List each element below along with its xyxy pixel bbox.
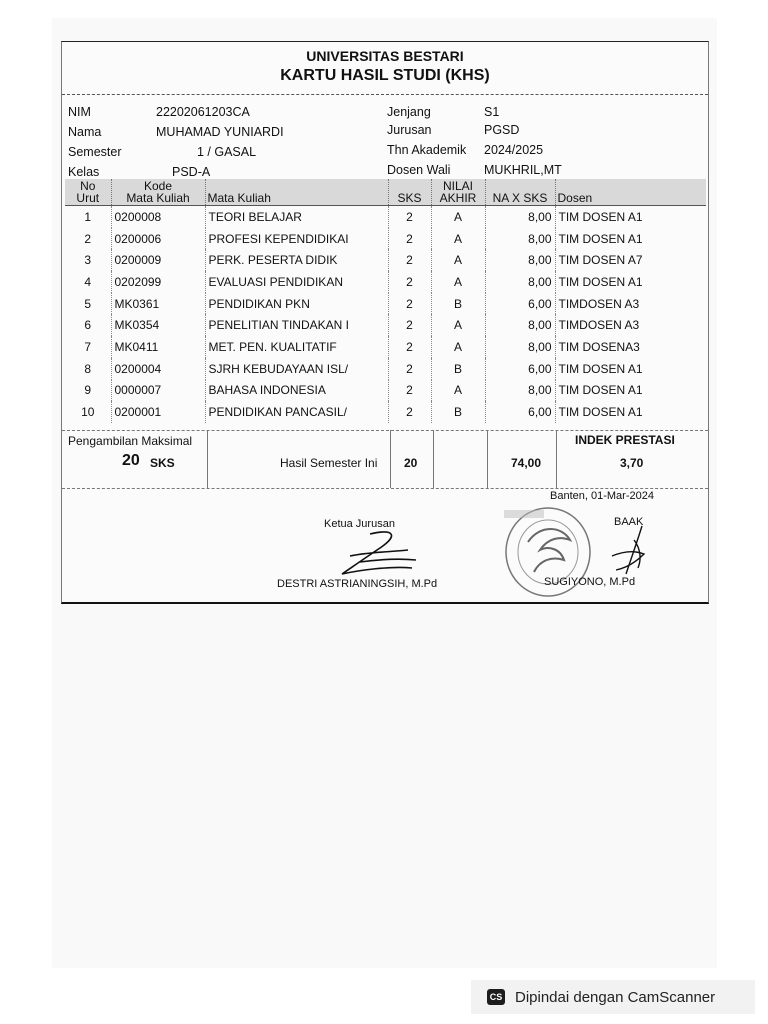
kelas-value: PSD-A xyxy=(172,165,211,179)
row-kode: 0200009 xyxy=(111,249,205,271)
ip-label: INDEK PRESTASI xyxy=(575,433,675,447)
summary-top-rule xyxy=(62,430,708,431)
row-dosen: TIM DOSEN A1 xyxy=(555,380,706,402)
row-nilai: B xyxy=(431,401,485,423)
ketua-jurusan-name: DESTRI ASTRIANINGSIH, M.Pd xyxy=(277,578,438,590)
row-naxsks: 8,00 xyxy=(485,271,555,293)
row-dosen: TIMDOSEN A3 xyxy=(555,314,706,336)
nama-value: MUHAMAD YUNIARDI xyxy=(156,125,284,139)
row-matkul: PENDIDIKAN PANCASIL/ xyxy=(205,401,388,423)
nim-value: 22202061203CA xyxy=(156,105,250,119)
table-row xyxy=(65,293,706,315)
row-no: 3 xyxy=(84,253,92,268)
baak-signature-icon xyxy=(582,522,662,582)
ketua-jurusan-title: Ketua Jurusan xyxy=(324,518,395,530)
row-dosen: TIM DOSEN A1 xyxy=(555,358,706,380)
row-naxsks: 8,00 xyxy=(485,228,555,250)
table-row xyxy=(65,358,706,380)
row-sks: 2 xyxy=(388,401,431,423)
row-matkul: PERK. PESERTA DIDIK xyxy=(205,249,388,271)
jenjang-value: S1 xyxy=(484,105,500,119)
col-sks-header: SKS xyxy=(388,179,431,206)
row-nilai: A xyxy=(431,249,485,271)
summary-divider xyxy=(487,430,488,488)
row-nilai: A xyxy=(431,206,485,228)
thn-akademik-label: Thn Akademik xyxy=(387,143,467,157)
summary-divider xyxy=(433,430,434,488)
row-matkul: PROFESI KEPENDIDIKAI xyxy=(205,228,388,250)
row-sks: 2 xyxy=(388,271,431,293)
document-title: KARTU HASIL STUDI (KHS) xyxy=(280,67,490,84)
max-sks-unit: SKS xyxy=(150,456,175,470)
row-dosen: TIM DOSEN A1 xyxy=(555,228,706,250)
row-naxsks: 8,00 xyxy=(485,380,555,402)
summary-divider xyxy=(390,430,391,488)
row-sks: 2 xyxy=(388,293,431,315)
row-naxsks: 6,00 xyxy=(485,401,555,423)
row-sks: 2 xyxy=(388,228,431,250)
row-dosen: TIMDOSEN A3 xyxy=(555,293,706,315)
row-kode: MK0411 xyxy=(111,336,205,358)
row-sks: 2 xyxy=(388,206,431,228)
summary-divider xyxy=(207,430,208,488)
camscanner-logo-icon: CS xyxy=(487,989,505,1005)
row-matkul: BAHASA INDONESIA xyxy=(205,380,388,402)
row-kode: MK0354 xyxy=(111,314,205,336)
row-no: 9 xyxy=(84,383,92,398)
table-row xyxy=(65,271,706,293)
row-nilai: A xyxy=(431,271,485,293)
row-nilai: A xyxy=(431,314,485,336)
nim-label: NIM xyxy=(68,105,91,119)
table-row xyxy=(65,228,706,250)
col-kode-header: Kode Mata Kuliah xyxy=(111,179,205,206)
row-sks: 2 xyxy=(388,314,431,336)
row-nilai: A xyxy=(431,228,485,250)
table-row xyxy=(65,249,706,271)
row-sks: 2 xyxy=(388,358,431,380)
row-sks: 2 xyxy=(388,336,431,358)
row-matkul: EVALUASI PENDIDIKAN xyxy=(205,271,388,293)
kelas-label: Kelas xyxy=(68,165,100,179)
header-divider xyxy=(62,94,708,95)
row-matkul: TEORI BELAJAR xyxy=(205,206,388,228)
col-matkul-header: Mata Kuliah xyxy=(205,179,388,206)
ip-value: 3,70 xyxy=(620,456,644,470)
table-row xyxy=(65,336,706,358)
total-naxsks: 74,00 xyxy=(511,456,542,470)
semester-value: 1 / GASAL xyxy=(197,145,257,159)
camscanner-text: Dipindai dengan CamScanner xyxy=(515,988,716,1006)
row-nilai: B xyxy=(431,293,485,315)
row-kode: MK0361 xyxy=(111,293,205,315)
table-row xyxy=(65,314,706,336)
row-kode: 0200001 xyxy=(111,401,205,423)
col-no-header: No Urut xyxy=(65,179,111,206)
summary-bottom-rule xyxy=(62,488,708,489)
row-kode: 0202099 xyxy=(111,271,205,293)
summary-divider xyxy=(556,430,557,488)
row-nilai: B xyxy=(431,358,485,380)
semester-result-label: Hasil Semester Ini xyxy=(280,456,378,470)
baak-title: BAAK xyxy=(614,516,644,528)
baak-name: SUGIYONO, M.Pd xyxy=(544,576,636,588)
row-dosen: TIM DOSEN A1 xyxy=(555,206,706,228)
table-row xyxy=(65,401,706,423)
row-dosen: TIM DOSEN A1 xyxy=(555,401,706,423)
row-no: 4 xyxy=(84,274,92,289)
row-naxsks: 8,00 xyxy=(485,206,555,228)
thn-akademik-value: 2024/2025 xyxy=(484,143,544,157)
col-naxsks-header: NA X SKS xyxy=(485,179,555,206)
row-no: 7 xyxy=(84,339,92,354)
row-naxsks: 6,00 xyxy=(485,293,555,315)
semester-label: Semester xyxy=(68,145,122,159)
row-kode: 0200004 xyxy=(111,358,205,380)
row-no: 1 xyxy=(84,209,92,224)
row-sks: 2 xyxy=(388,249,431,271)
grades-table xyxy=(65,179,706,423)
camscanner-watermark xyxy=(471,980,755,1014)
row-sks: 2 xyxy=(388,380,431,402)
row-no: 2 xyxy=(84,231,92,246)
row-matkul: PENDIDIKAN PKN xyxy=(205,293,388,315)
row-no: 5 xyxy=(84,296,92,311)
row-kode: 0000007 xyxy=(111,380,205,402)
row-naxsks: 6,00 xyxy=(485,358,555,380)
row-matkul: PENELITIAN TINDAKAN I xyxy=(205,314,388,336)
total-sks: 20 xyxy=(404,456,418,470)
jurusan-value: PGSD xyxy=(484,123,520,137)
place-date: Banten, 01-Mar-2024 xyxy=(550,490,654,502)
row-kode: 0200006 xyxy=(111,228,205,250)
row-no: 6 xyxy=(84,318,92,333)
jenjang-label: Jenjang xyxy=(387,105,431,119)
col-dosen-header: Dosen xyxy=(555,179,706,206)
table-header-row xyxy=(65,179,706,206)
row-matkul: MET. PEN. KUALITATIF xyxy=(205,336,388,358)
row-naxsks: 8,00 xyxy=(485,314,555,336)
row-no: 8 xyxy=(84,361,92,376)
row-matkul: SJRH KEBUDAYAAN ISL/ xyxy=(205,358,388,380)
university-name: UNIVERSITAS BESTARI xyxy=(306,48,464,64)
dosen-wali-label: Dosen Wali xyxy=(387,163,451,177)
row-no: 10 xyxy=(81,405,95,420)
ketua-signature-icon xyxy=(320,522,440,582)
row-nilai: A xyxy=(431,380,485,402)
row-naxsks: 8,00 xyxy=(485,336,555,358)
row-dosen: TIM DOSEN A7 xyxy=(555,249,706,271)
row-nilai: A xyxy=(431,336,485,358)
dosen-wali-value: MUKHRIL,MT xyxy=(484,163,562,177)
row-dosen: TIM DOSENA3 xyxy=(555,336,706,358)
row-kode: 0200008 xyxy=(111,206,205,228)
col-nilai-header: NILAI AKHIR xyxy=(431,179,485,206)
table-row xyxy=(65,380,706,402)
max-sks-value: 20 xyxy=(122,452,140,469)
jurusan-label: Jurusan xyxy=(387,123,432,137)
nama-label: Nama xyxy=(68,125,102,139)
table-row xyxy=(65,206,706,228)
max-sks-label: Pengambilan Maksimal xyxy=(68,434,193,448)
row-dosen: TIM DOSEN A1 xyxy=(555,271,706,293)
row-naxsks: 8,00 xyxy=(485,249,555,271)
khs-document xyxy=(61,41,709,604)
